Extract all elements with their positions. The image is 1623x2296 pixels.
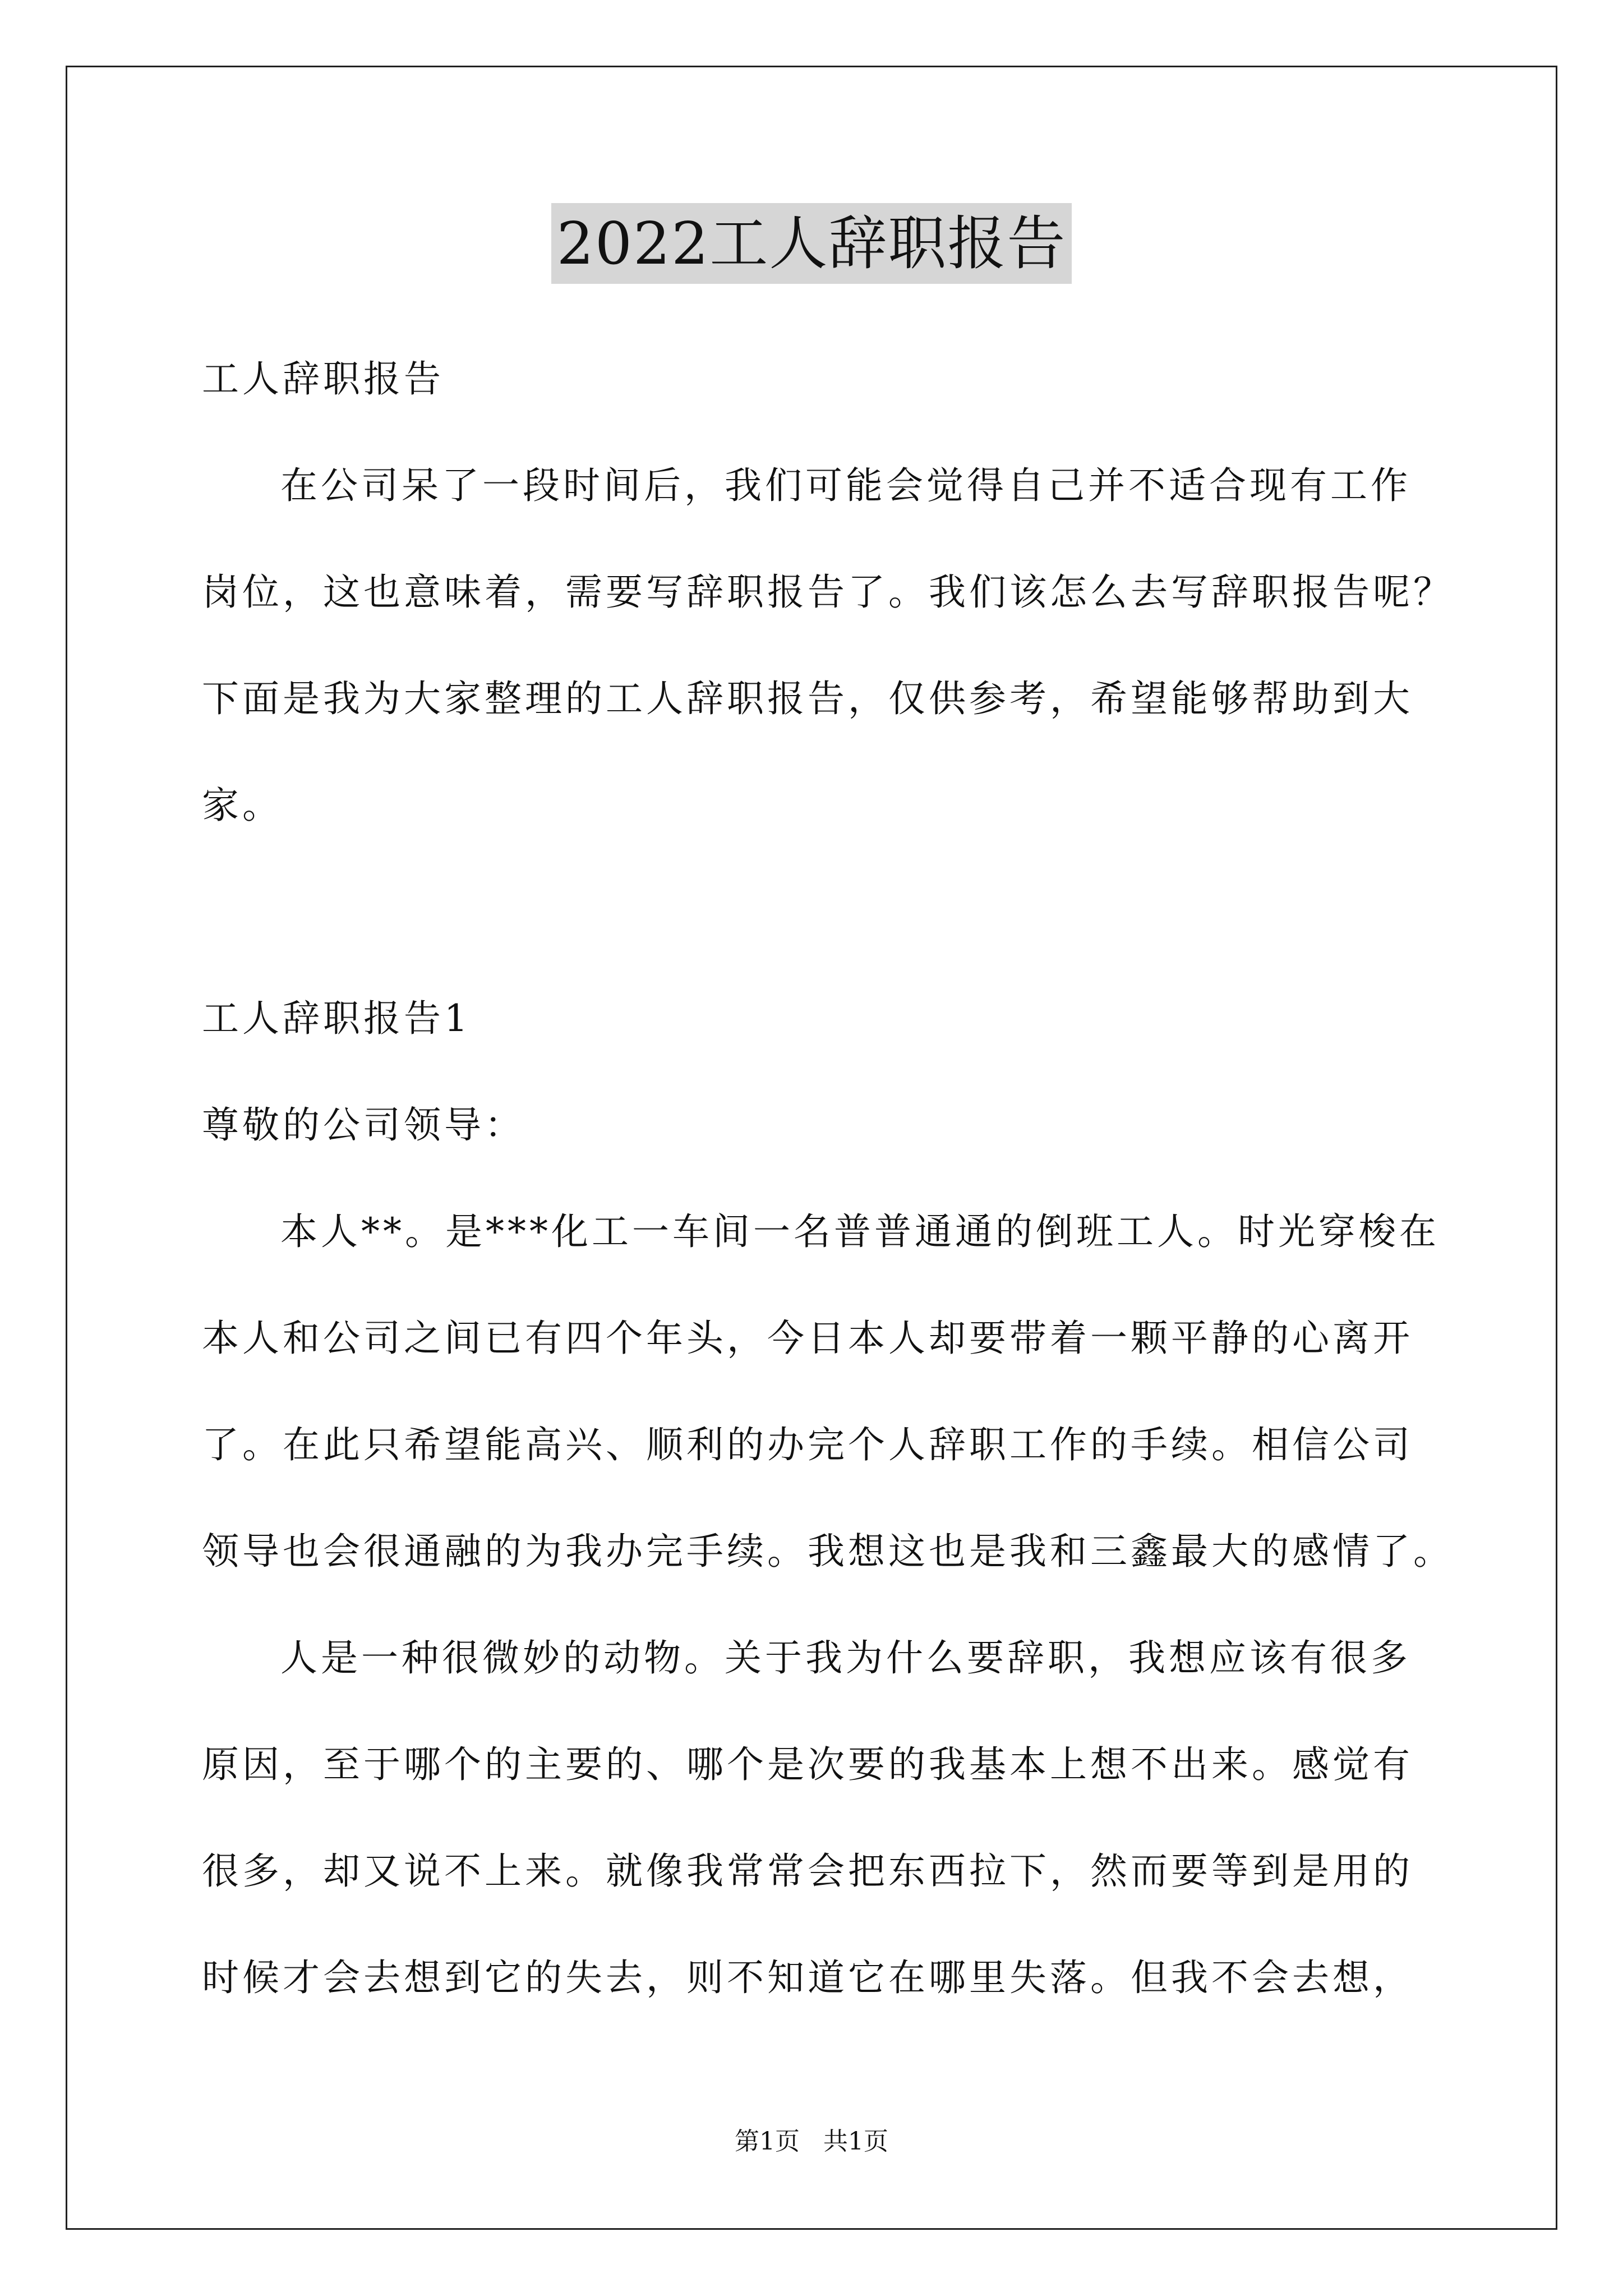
paragraph-line: 本人和公司之间已有四个年头，今日本人却要带着一颗平静的心离开 bbox=[202, 1317, 1413, 1360]
section-heading: 工人辞职报告1 bbox=[202, 997, 471, 1040]
page-total: 共1页 bbox=[823, 2127, 888, 2156]
paragraph-line: 领导也会很通融的为我办完手续。我想这也是我和三鑫最大的感情了。 bbox=[202, 1530, 1454, 1573]
paragraph-line: 岗位，这也意味着，需要写辞职报告了。我们该怎么去写辞职报告呢？ bbox=[202, 570, 1454, 614]
paragraph-line: 下面是我为大家整理的工人辞职报告，仅供参考，希望能够帮助到大 bbox=[202, 677, 1413, 720]
paragraph-line: 时候才会去想到它的失去，则不知道它在哪里失落。但我不会去想， bbox=[202, 1956, 1413, 1999]
section-heading: 工人辞职报告 bbox=[202, 357, 444, 401]
title-container bbox=[0, 203, 1623, 284]
salutation: 尊敬的公司领导： bbox=[202, 1103, 525, 1147]
paragraph-line: 原因，至于哪个的主要的、哪个是次要的我基本上想不出来。感觉有 bbox=[202, 1743, 1413, 1786]
paragraph-line: 家。 bbox=[202, 784, 283, 827]
page-number: 第1页 bbox=[735, 2127, 800, 2156]
document-title: 2022工人辞职报告 bbox=[551, 203, 1072, 284]
paragraph-line: 本人**。是***化工一车间一名普普通通的倒班工人。时光穿梭在 bbox=[280, 1210, 1440, 1253]
page-footer bbox=[0, 2126, 1623, 2157]
paragraph-line: 很多，却又说不上来。就像我常常会把东西拉下，然而要等到是用的 bbox=[202, 1849, 1413, 1893]
paragraph-line: 人是一种很微妙的动物。关于我为什么要辞职，我想应该有很多 bbox=[280, 1636, 1411, 1680]
paragraph-line: 了。在此只希望能高兴、顺利的办完个人辞职工作的手续。相信公司 bbox=[202, 1423, 1413, 1466]
paragraph-line: 在公司呆了一段时间后，我们可能会觉得自己并不适合现有工作 bbox=[280, 464, 1411, 507]
